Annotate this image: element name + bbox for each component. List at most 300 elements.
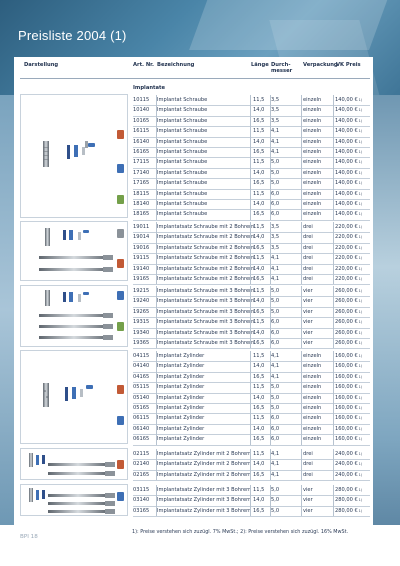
table-row (0, 243, 400, 253)
price-value: 140,00 € (335, 201, 358, 207)
column-separator (333, 95, 334, 220)
art-nr-cell: 04115 (133, 353, 150, 359)
price-footnote-marker: 1) (358, 320, 362, 325)
price-cell (335, 485, 361, 495)
bezeichnung-cell: Implantatsatz Zylinder mit 3 Bohrern (157, 507, 252, 514)
price-value: 220,00 € (335, 265, 358, 272)
bezeichnung-cell: Implantatsatz Schraube mit 2 Bohrern (157, 234, 255, 241)
laenge-cell: 16,5 (253, 373, 265, 380)
price-footnote-marker: 1) (358, 245, 362, 250)
bezeichnung-cell: Implantat Schraube (157, 149, 208, 155)
price-footnote-marker: 1) (358, 212, 362, 217)
verpackung-cell: einzeln (303, 107, 322, 114)
verpackung-cell: einzeln (303, 180, 322, 187)
price-value: 140,00 € (335, 190, 358, 197)
price-value: 260,00 € (335, 329, 358, 336)
durchmesser-cell: 5,0 (271, 487, 280, 493)
laenge-cell: 14,0 (253, 497, 265, 504)
durchmesser-cell: 5,0 (271, 180, 280, 187)
art-nr-cell: 02140 (133, 461, 150, 468)
column-separator (333, 485, 334, 516)
column-separator (156, 222, 157, 284)
price-value: 220,00 € (335, 224, 358, 230)
price-footnote-marker: 1) (358, 118, 362, 123)
price-cell (335, 222, 361, 232)
col-header-durchmesser-2: messer (271, 68, 293, 74)
art-nr-cell: 06115 (133, 415, 150, 422)
art-nr-cell: 17115 (133, 159, 150, 166)
laenge-cell: 11,5 (253, 384, 265, 391)
table-row (0, 403, 400, 413)
price-value: 140,00 € (335, 159, 358, 166)
bezeichnung-cell: Implantatsatz Zylinder mit 3 Bohrern (157, 497, 252, 504)
art-nr-cell: 03165 (133, 507, 150, 514)
verpackung-cell: einzeln (303, 128, 322, 135)
art-nr-cell: 17165 (133, 180, 150, 187)
bezeichnung-cell: Implantat Schraube (157, 97, 208, 103)
durchmesser-cell: 5,0 (271, 507, 280, 514)
price-value: 220,00 € (335, 276, 358, 282)
durchmesser-cell: 4,1 (271, 353, 280, 359)
price-cell (335, 209, 361, 219)
price-value: 140,00 € (335, 211, 358, 218)
price-footnote-marker: 1) (358, 256, 362, 261)
durchmesser-cell: 4,1 (271, 363, 280, 370)
verpackung-cell: einzeln (303, 138, 322, 145)
verpackung-cell: einzeln (303, 425, 322, 432)
art-nr-cell: 17140 (133, 169, 150, 176)
price-value: 260,00 € (335, 340, 358, 346)
column-separator (270, 351, 271, 445)
price-footnote-marker: 1) (358, 462, 362, 467)
bezeichnung-cell: Implantat Zylinder (157, 353, 205, 359)
column-separator (270, 449, 271, 480)
art-nr-cell: 19011 (133, 224, 150, 230)
bezeichnung-cell: Implantat Schraube (157, 128, 208, 135)
row-divider (133, 480, 370, 481)
art-nr-cell: 04140 (133, 363, 150, 370)
verpackung-cell: einzeln (303, 201, 322, 207)
laenge-cell: 16,5 (253, 180, 265, 187)
art-nr-cell: 16115 (133, 128, 150, 135)
art-nr-cell: 02165 (133, 471, 150, 478)
column-separator (333, 286, 334, 348)
laenge-cell: 14,0 (253, 425, 265, 432)
verpackung-cell: vier (303, 308, 313, 315)
art-nr-cell: 18165 (133, 211, 150, 218)
price-footnote-marker: 1) (358, 416, 362, 421)
durchmesser-cell: 6,0 (271, 436, 280, 443)
durchmesser-cell: 6,0 (271, 340, 280, 346)
price-cell (335, 393, 361, 403)
price-footnote-marker: 1) (358, 330, 362, 335)
table-row (0, 286, 400, 296)
bezeichnung-cell: Implantat Zylinder (157, 363, 205, 370)
bezeichnung-cell: Implantatsatz Schraube mit 3 Bohrern (157, 308, 255, 315)
bezeichnung-cell: Implantat Schraube (157, 201, 208, 207)
verpackung-cell: drei (303, 451, 313, 457)
verpackung-cell: vier (303, 298, 313, 305)
verpackung-cell: einzeln (303, 363, 322, 370)
price-value: 140,00 € (335, 180, 358, 187)
column-separator (250, 351, 251, 445)
price-footnote-marker: 1) (358, 299, 362, 304)
durchmesser-cell: 5,0 (271, 405, 280, 411)
verpackung-cell: vier (303, 319, 313, 326)
table-row (0, 157, 400, 167)
price-value: 240,00 € (335, 451, 358, 457)
price-value: 140,00 € (335, 149, 358, 155)
price-value: 140,00 € (335, 138, 358, 145)
price-footnote-marker: 1) (358, 225, 362, 229)
bezeichnung-cell: Implantat Zylinder (157, 425, 205, 432)
art-nr-cell: 19340 (133, 329, 150, 336)
price-value: 160,00 € (335, 394, 358, 401)
price-value: 160,00 € (335, 373, 358, 380)
art-nr-cell: 04165 (133, 373, 150, 380)
col-header-verpackung: Verpackung (303, 62, 338, 68)
verpackung-cell: drei (303, 244, 313, 251)
table-row (0, 449, 400, 459)
price-value: 280,00 € (335, 507, 358, 514)
verpackung-cell: einzeln (303, 149, 322, 155)
art-nr-cell: 19240 (133, 298, 150, 305)
durchmesser-cell: 5,0 (271, 497, 280, 504)
verpackung-cell: einzeln (303, 169, 322, 176)
col-header-durchmesser-1: Durch- (271, 62, 291, 68)
price-footnote-marker: 1) (358, 277, 362, 281)
column-separator (270, 95, 271, 220)
durchmesser-cell: 6,0 (271, 329, 280, 336)
bezeichnung-cell: Implantat Schraube (157, 159, 208, 166)
price-value: 280,00 € (335, 497, 358, 504)
bezeichnung-cell: Implantatsatz Zylinder mit 3 Bohrern (157, 487, 252, 493)
column-separator (333, 449, 334, 480)
art-nr-cell: 02115 (133, 451, 150, 457)
price-footnote-marker: 1) (358, 108, 362, 113)
footnote: 1): Preise verstehen sich zuzügl. 7% MwSt.; 2): Preise verstehen sich zuzügl. 16% MwSt. (132, 529, 349, 535)
column-separator (301, 351, 302, 445)
verpackung-cell: drei (303, 224, 313, 230)
durchmesser-cell: 3,5 (271, 107, 280, 114)
bezeichnung-cell: Implantatsatz Schraube mit 2 Bohrern (157, 224, 255, 230)
bezeichnung-cell: Implantatsatz Schraube mit 2 Bohrern (157, 276, 255, 282)
durchmesser-cell: 4,1 (271, 461, 280, 468)
table-row (0, 506, 400, 516)
price-footnote-marker: 1) (358, 98, 362, 102)
laenge-cell: 11,5 (253, 97, 265, 103)
durchmesser-cell: 4,1 (271, 149, 280, 155)
art-nr-cell: 03140 (133, 497, 150, 504)
column-separator (156, 485, 157, 516)
bezeichnung-cell: Implantatsatz Schraube mit 3 Bohrern (157, 329, 255, 336)
art-nr-cell: 10140 (133, 107, 150, 114)
table-row (0, 382, 400, 392)
row-divider (133, 445, 370, 446)
table-row (0, 105, 400, 115)
price-cell (335, 137, 361, 147)
verpackung-cell: drei (303, 255, 313, 262)
price-value: 260,00 € (335, 298, 358, 305)
price-cell (335, 274, 361, 284)
verpackung-cell: vier (303, 329, 313, 336)
verpackung-cell: drei (303, 234, 313, 241)
verpackung-cell: vier (303, 487, 313, 493)
column-separator (270, 222, 271, 284)
bezeichnung-cell: Implantatsatz Schraube mit 3 Bohrern (157, 288, 255, 294)
price-footnote-marker: 1) (358, 181, 362, 186)
price-footnote-marker: 1) (358, 385, 362, 390)
price-footnote-marker: 1) (358, 364, 362, 369)
price-footnote-marker: 1) (358, 426, 362, 431)
art-nr-cell: 18140 (133, 201, 150, 207)
table-row (0, 495, 400, 505)
price-footnote-marker: 1) (358, 472, 362, 477)
art-nr-cell: 19140 (133, 265, 150, 272)
durchmesser-cell: 6,0 (271, 319, 280, 326)
art-nr-cell: 18115 (133, 190, 150, 197)
art-nr-cell: 05115 (133, 384, 150, 391)
price-cell (335, 424, 361, 434)
laenge-cell: 11,5 (253, 128, 265, 135)
price-footnote-marker: 1) (358, 202, 362, 206)
price-cell (335, 147, 361, 157)
durchmesser-cell: 4,1 (271, 276, 280, 282)
laenge-cell: 11,5 (253, 415, 265, 422)
art-nr-cell: 03115 (133, 487, 150, 493)
verpackung-cell: vier (303, 340, 313, 346)
bezeichnung-cell: Implantat Zylinder (157, 415, 205, 422)
bezeichnung-cell: Implantat Zylinder (157, 394, 205, 401)
table-row (0, 372, 400, 382)
art-nr-cell: 06165 (133, 436, 150, 443)
price-cell (335, 243, 361, 253)
price-footnote-marker: 1) (358, 309, 362, 314)
price-value: 160,00 € (335, 353, 358, 359)
art-nr-cell: 19315 (133, 319, 150, 326)
laenge-cell: 16,5 (253, 149, 265, 155)
durchmesser-cell: 3,5 (271, 224, 280, 230)
price-cell (335, 413, 361, 423)
verpackung-cell: einzeln (303, 97, 322, 103)
col-header-art-nr: Art. Nr. (133, 62, 154, 68)
durchmesser-cell: 4,1 (271, 373, 280, 380)
verpackung-cell: einzeln (303, 436, 322, 443)
price-cell (335, 372, 361, 382)
verpackung-cell: einzeln (303, 415, 322, 422)
column-separator (301, 485, 302, 516)
laenge-cell: 11,5 (253, 319, 265, 326)
bezeichnung-cell: Implantatsatz Schraube mit 3 Bohrern (157, 298, 255, 305)
art-nr-cell: 05165 (133, 405, 150, 411)
table-row (0, 434, 400, 444)
durchmesser-cell: 4,1 (271, 265, 280, 272)
laenge-cell: 11,5 (253, 487, 265, 493)
table-row (0, 361, 400, 371)
column-separator (156, 351, 157, 445)
price-footnote-marker: 1) (358, 488, 362, 492)
art-nr-cell: 10115 (133, 97, 150, 103)
column-separator (156, 95, 157, 220)
durchmesser-cell: 6,0 (271, 201, 280, 207)
column-separator (301, 286, 302, 348)
bezeichnung-cell: Implantat Schraube (157, 169, 208, 176)
laenge-cell: 14,0 (253, 394, 265, 401)
price-cell (335, 382, 361, 392)
price-cell (335, 403, 361, 413)
table-row (0, 199, 400, 209)
laenge-cell: 11,5 (253, 224, 265, 230)
price-footnote-marker: 1) (358, 266, 362, 271)
laenge-cell: 11,5 (253, 190, 265, 197)
verpackung-cell: einzeln (303, 384, 322, 391)
durchmesser-cell: 6,0 (271, 425, 280, 432)
price-cell (335, 232, 361, 242)
page-title: Preisliste 2004 (1) (18, 28, 127, 43)
row-divider (133, 516, 370, 517)
laenge-cell: 14,0 (253, 329, 265, 336)
price-cell (335, 361, 361, 371)
durchmesser-cell: 4,1 (271, 255, 280, 262)
column-separator (156, 449, 157, 480)
price-cell (335, 351, 361, 361)
art-nr-cell: 16140 (133, 138, 150, 145)
price-footnote-marker: 1) (358, 129, 362, 134)
price-cell (335, 434, 361, 444)
price-cell (335, 264, 361, 274)
bezeichnung-cell: Implantatsatz Zylinder mit 2 Bohrern (157, 451, 252, 457)
verpackung-cell: einzeln (303, 211, 322, 218)
price-value: 220,00 € (335, 234, 358, 241)
laenge-cell: 16,5 (253, 507, 265, 514)
price-footnote-marker: 1) (358, 160, 362, 165)
col-header-darstellung: Darstellung (24, 62, 59, 68)
column-separator (250, 286, 251, 348)
price-value: 140,00 € (335, 128, 358, 135)
price-value: 160,00 € (335, 384, 358, 391)
price-value: 260,00 € (335, 288, 358, 294)
art-nr-cell: 19016 (133, 244, 150, 251)
art-nr-cell: 19115 (133, 255, 150, 262)
laenge-cell: 11,5 (253, 353, 265, 359)
price-cell (335, 189, 361, 199)
table-row (0, 351, 400, 361)
verpackung-cell: vier (303, 507, 313, 514)
laenge-cell: 11,5 (253, 451, 265, 457)
col-header-laenge: Länge (251, 62, 269, 68)
price-cell (335, 449, 361, 459)
durchmesser-cell: 5,0 (271, 394, 280, 401)
table-row (0, 264, 400, 274)
col-header-vk-preis: VK Preis (336, 62, 361, 68)
price-footnote-marker: 1) (358, 191, 362, 196)
verpackung-cell: einzeln (303, 159, 322, 166)
laenge-cell: 14,0 (253, 138, 265, 145)
table-row (0, 232, 400, 242)
table-row (0, 424, 400, 434)
price-value: 240,00 € (335, 471, 358, 478)
row-divider (133, 348, 370, 349)
durchmesser-cell: 6,0 (271, 415, 280, 422)
price-cell (335, 338, 361, 348)
durchmesser-cell: 5,0 (271, 159, 280, 166)
price-value: 280,00 € (335, 487, 358, 493)
price-cell (335, 470, 361, 480)
table-row (0, 137, 400, 147)
laenge-cell: 14,0 (253, 363, 265, 370)
durchmesser-cell: 3,5 (271, 117, 280, 124)
price-value: 160,00 € (335, 425, 358, 432)
art-nr-cell: 19014 (133, 234, 150, 241)
price-footnote-marker: 1) (358, 150, 362, 154)
bezeichnung-cell: Implantatsatz Schraube mit 2 Bohrern (157, 265, 255, 272)
price-value: 260,00 € (335, 319, 358, 326)
price-cell (335, 178, 361, 188)
section-title: Implantate (133, 85, 165, 91)
laenge-cell: 16,5 (253, 405, 265, 411)
price-cell (335, 307, 361, 317)
art-nr-cell: 19165 (133, 276, 150, 282)
art-nr-cell: 16165 (133, 149, 150, 155)
bezeichnung-cell: Implantatsatz Schraube mit 2 Bohrern (157, 255, 255, 262)
durchmesser-cell: 5,0 (271, 169, 280, 176)
verpackung-cell: einzeln (303, 190, 322, 197)
table-row (0, 485, 400, 495)
table-row (0, 126, 400, 136)
price-value: 160,00 € (335, 363, 358, 370)
laenge-cell: 11,5 (253, 288, 265, 294)
price-footnote-marker: 1) (358, 354, 362, 358)
durchmesser-cell: 5,0 (271, 384, 280, 391)
laenge-cell: 11,5 (253, 159, 265, 166)
verpackung-cell: einzeln (303, 117, 322, 124)
price-footnote-marker: 1) (358, 374, 362, 379)
price-value: 220,00 € (335, 244, 358, 251)
bezeichnung-cell: Implantat Zylinder (157, 373, 205, 380)
laenge-cell: 14,0 (253, 201, 265, 207)
durchmesser-cell: 5,0 (271, 298, 280, 305)
price-value: 160,00 € (335, 436, 358, 443)
art-nr-cell: 19215 (133, 288, 150, 294)
table-row (0, 189, 400, 199)
column-separator (250, 485, 251, 516)
price-cell (335, 116, 361, 126)
laenge-cell: 16,5 (253, 471, 265, 478)
price-footnote-marker: 1) (358, 235, 362, 240)
price-footnote-marker: 1) (358, 406, 362, 410)
price-footnote-marker: 1) (358, 437, 362, 442)
bezeichnung-cell: Implantat Schraube (157, 211, 208, 218)
column-separator (301, 95, 302, 220)
art-nr-cell: 06140 (133, 425, 150, 432)
price-cell (335, 126, 361, 136)
bezeichnung-cell: Implantat Zylinder (157, 405, 205, 411)
col-header-bezeichnung: Bezeichnung (157, 62, 195, 68)
verpackung-cell: drei (303, 265, 313, 272)
laenge-cell: 14,0 (253, 265, 265, 272)
laenge-cell: 16,5 (253, 436, 265, 443)
verpackung-cell: vier (303, 288, 313, 294)
column-separator (301, 449, 302, 480)
bezeichnung-cell: Implantat Schraube (157, 117, 208, 124)
bezeichnung-cell: Implantatsatz Zylinder mit 2 Bohrern (157, 461, 252, 468)
table-row (0, 209, 400, 219)
table-row (0, 296, 400, 306)
price-value: 140,00 € (335, 107, 358, 114)
price-footnote-marker: 1) (358, 452, 362, 456)
price-cell (335, 105, 361, 115)
laenge-cell: 14,0 (253, 169, 265, 176)
